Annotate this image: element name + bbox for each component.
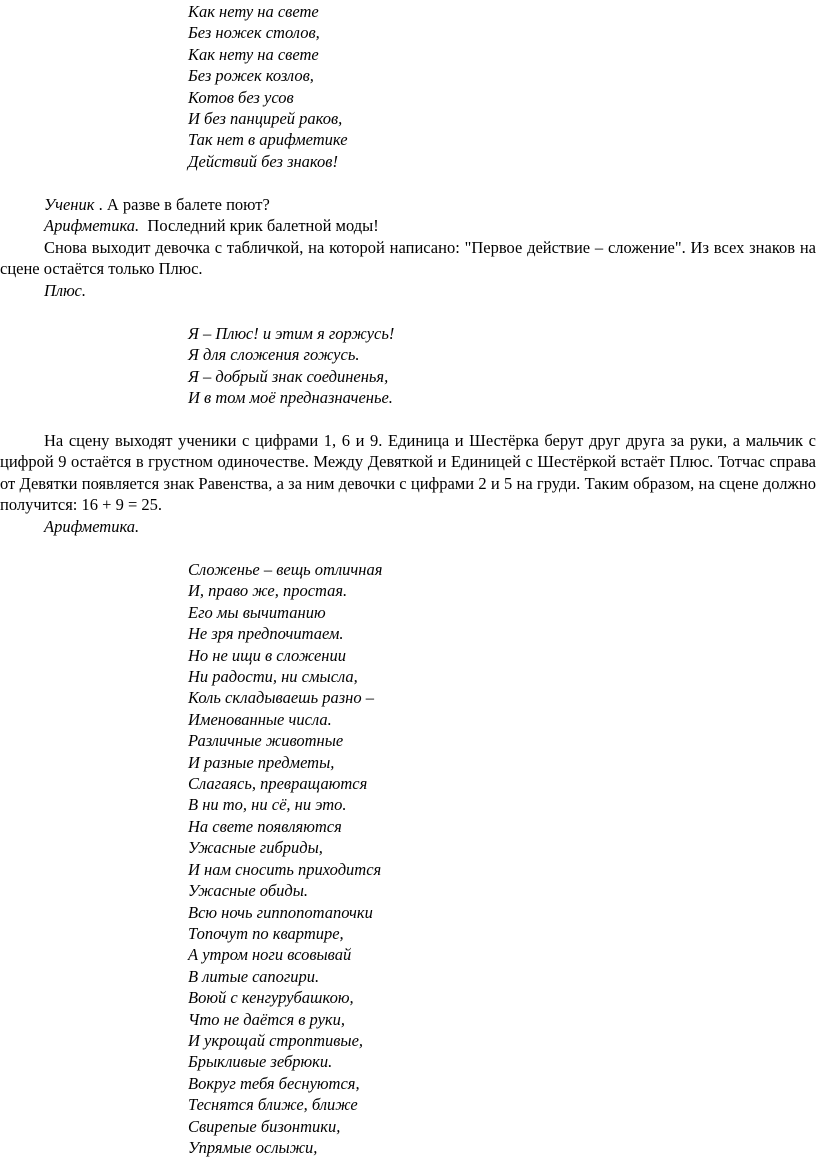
verse-line: Коль складываешь разно – [188, 688, 374, 708]
verse-line: Как нету на свете [188, 44, 319, 64]
verse-line: Брыкливые зебрюки. [188, 1052, 333, 1072]
speaker-name: Ученик [44, 195, 95, 214]
verse-line: А утром ноги всовывай [188, 945, 352, 965]
verse-line: Вокруг тебя беснуются, [188, 1073, 360, 1093]
dialog-text: . А разве в балете поют? [94, 195, 270, 214]
verse-line: Я – Плюс! и этим я горжусь! [188, 324, 395, 343]
dialog-line-arithmetic [44, 215, 379, 236]
verse-line: Упрямые ослыжи, [188, 1137, 318, 1157]
speaker-plus: Плюс. [44, 281, 86, 300]
verse-line: Я – добрый знак соединенья, [188, 366, 389, 386]
verse-line: Ужасные обиды. [188, 881, 309, 901]
verse-stanza-3 [188, 559, 382, 1158]
verse-line: На свете появляются [188, 816, 342, 836]
verse-line: Топочут по квартире, [188, 923, 344, 943]
verse-line: Его мы вычитанию [188, 602, 326, 622]
verse-line: Ужасные гибриды, [188, 838, 323, 858]
verse-line: Котов без усов [188, 87, 294, 107]
verse-line: Не зря предпочитаем. [188, 624, 344, 644]
verse-line: Воюй с кенгурубашкою, [188, 988, 354, 1008]
verse-line: Без ножек столов, [188, 23, 320, 43]
stage-direction-2: На сцену выходят ученики с цифрами 1, 6 и 9. Единица и Шестёрка берут друг друга за руки, а мальчик с цифрой 9 остаётся в грустном одиночестве. Между Девяткой и Единицей с Шестёркой встаёт Плюс. Тотчас справа от Девятки появляется знак Равенства, а за ним девочки с цифрами 2 и 5 на груди. Таким образом, на сцене должно получится: 16 + 9 = 25. [0, 431, 816, 515]
speaker-name: Арифметика. [44, 216, 140, 235]
verse-line: И в том моё предназначенье. [188, 388, 393, 408]
verse-line: В ни то, ни сё, ни это. [188, 795, 347, 815]
verse-line: Так нет в арифметике [188, 130, 348, 150]
verse-line: Действий без знаков! [188, 151, 338, 171]
verse-line: Как нету на свете [188, 2, 319, 21]
verse-line: В литые сапогири. [188, 966, 320, 986]
verse-line: И укрощай строптивые, [188, 1030, 364, 1050]
verse-line: Ни радости, ни смысла, [188, 667, 358, 687]
speaker-arithmetic: Арифметика. [44, 517, 140, 536]
verse-line: И нам сносить приходится [188, 859, 382, 879]
verse-line: Я для сложения гожусь. [188, 345, 360, 365]
stage-direction-1: Снова выходит девочка с табличкой, на которой написано: "Первое действие – сложение". Из всех знаков на сцене остаётся только Плюс. [0, 238, 816, 279]
verse-stanza-2 [188, 323, 394, 409]
dialog-text: Последний крик балетной моды! [139, 216, 379, 235]
verse-line: Что не даётся в руки, [188, 1009, 345, 1029]
verse-line: Различные животные [188, 731, 344, 751]
verse-line: Но не ищи в сложении [188, 645, 346, 665]
verse-stanza-1 [188, 1, 348, 172]
verse-line: И, право же, простая. [188, 581, 348, 601]
verse-line: И разные предметы, [188, 752, 335, 772]
verse-line: Без рожек козлов, [188, 66, 314, 86]
verse-line: Сложенье – вещь отличная [188, 560, 383, 579]
verse-line: Слагаясь, превращаются [188, 774, 368, 794]
verse-line: Свирепые бизонтики, [188, 1116, 341, 1136]
verse-line: Теснятся ближе, ближе [188, 1095, 358, 1115]
dialog-line-student [44, 194, 270, 215]
verse-line: Всю ночь гиппопотапочки [188, 902, 373, 922]
verse-line: Именованные числа. [188, 709, 332, 729]
verse-line: И без панцирей раков, [188, 109, 343, 129]
